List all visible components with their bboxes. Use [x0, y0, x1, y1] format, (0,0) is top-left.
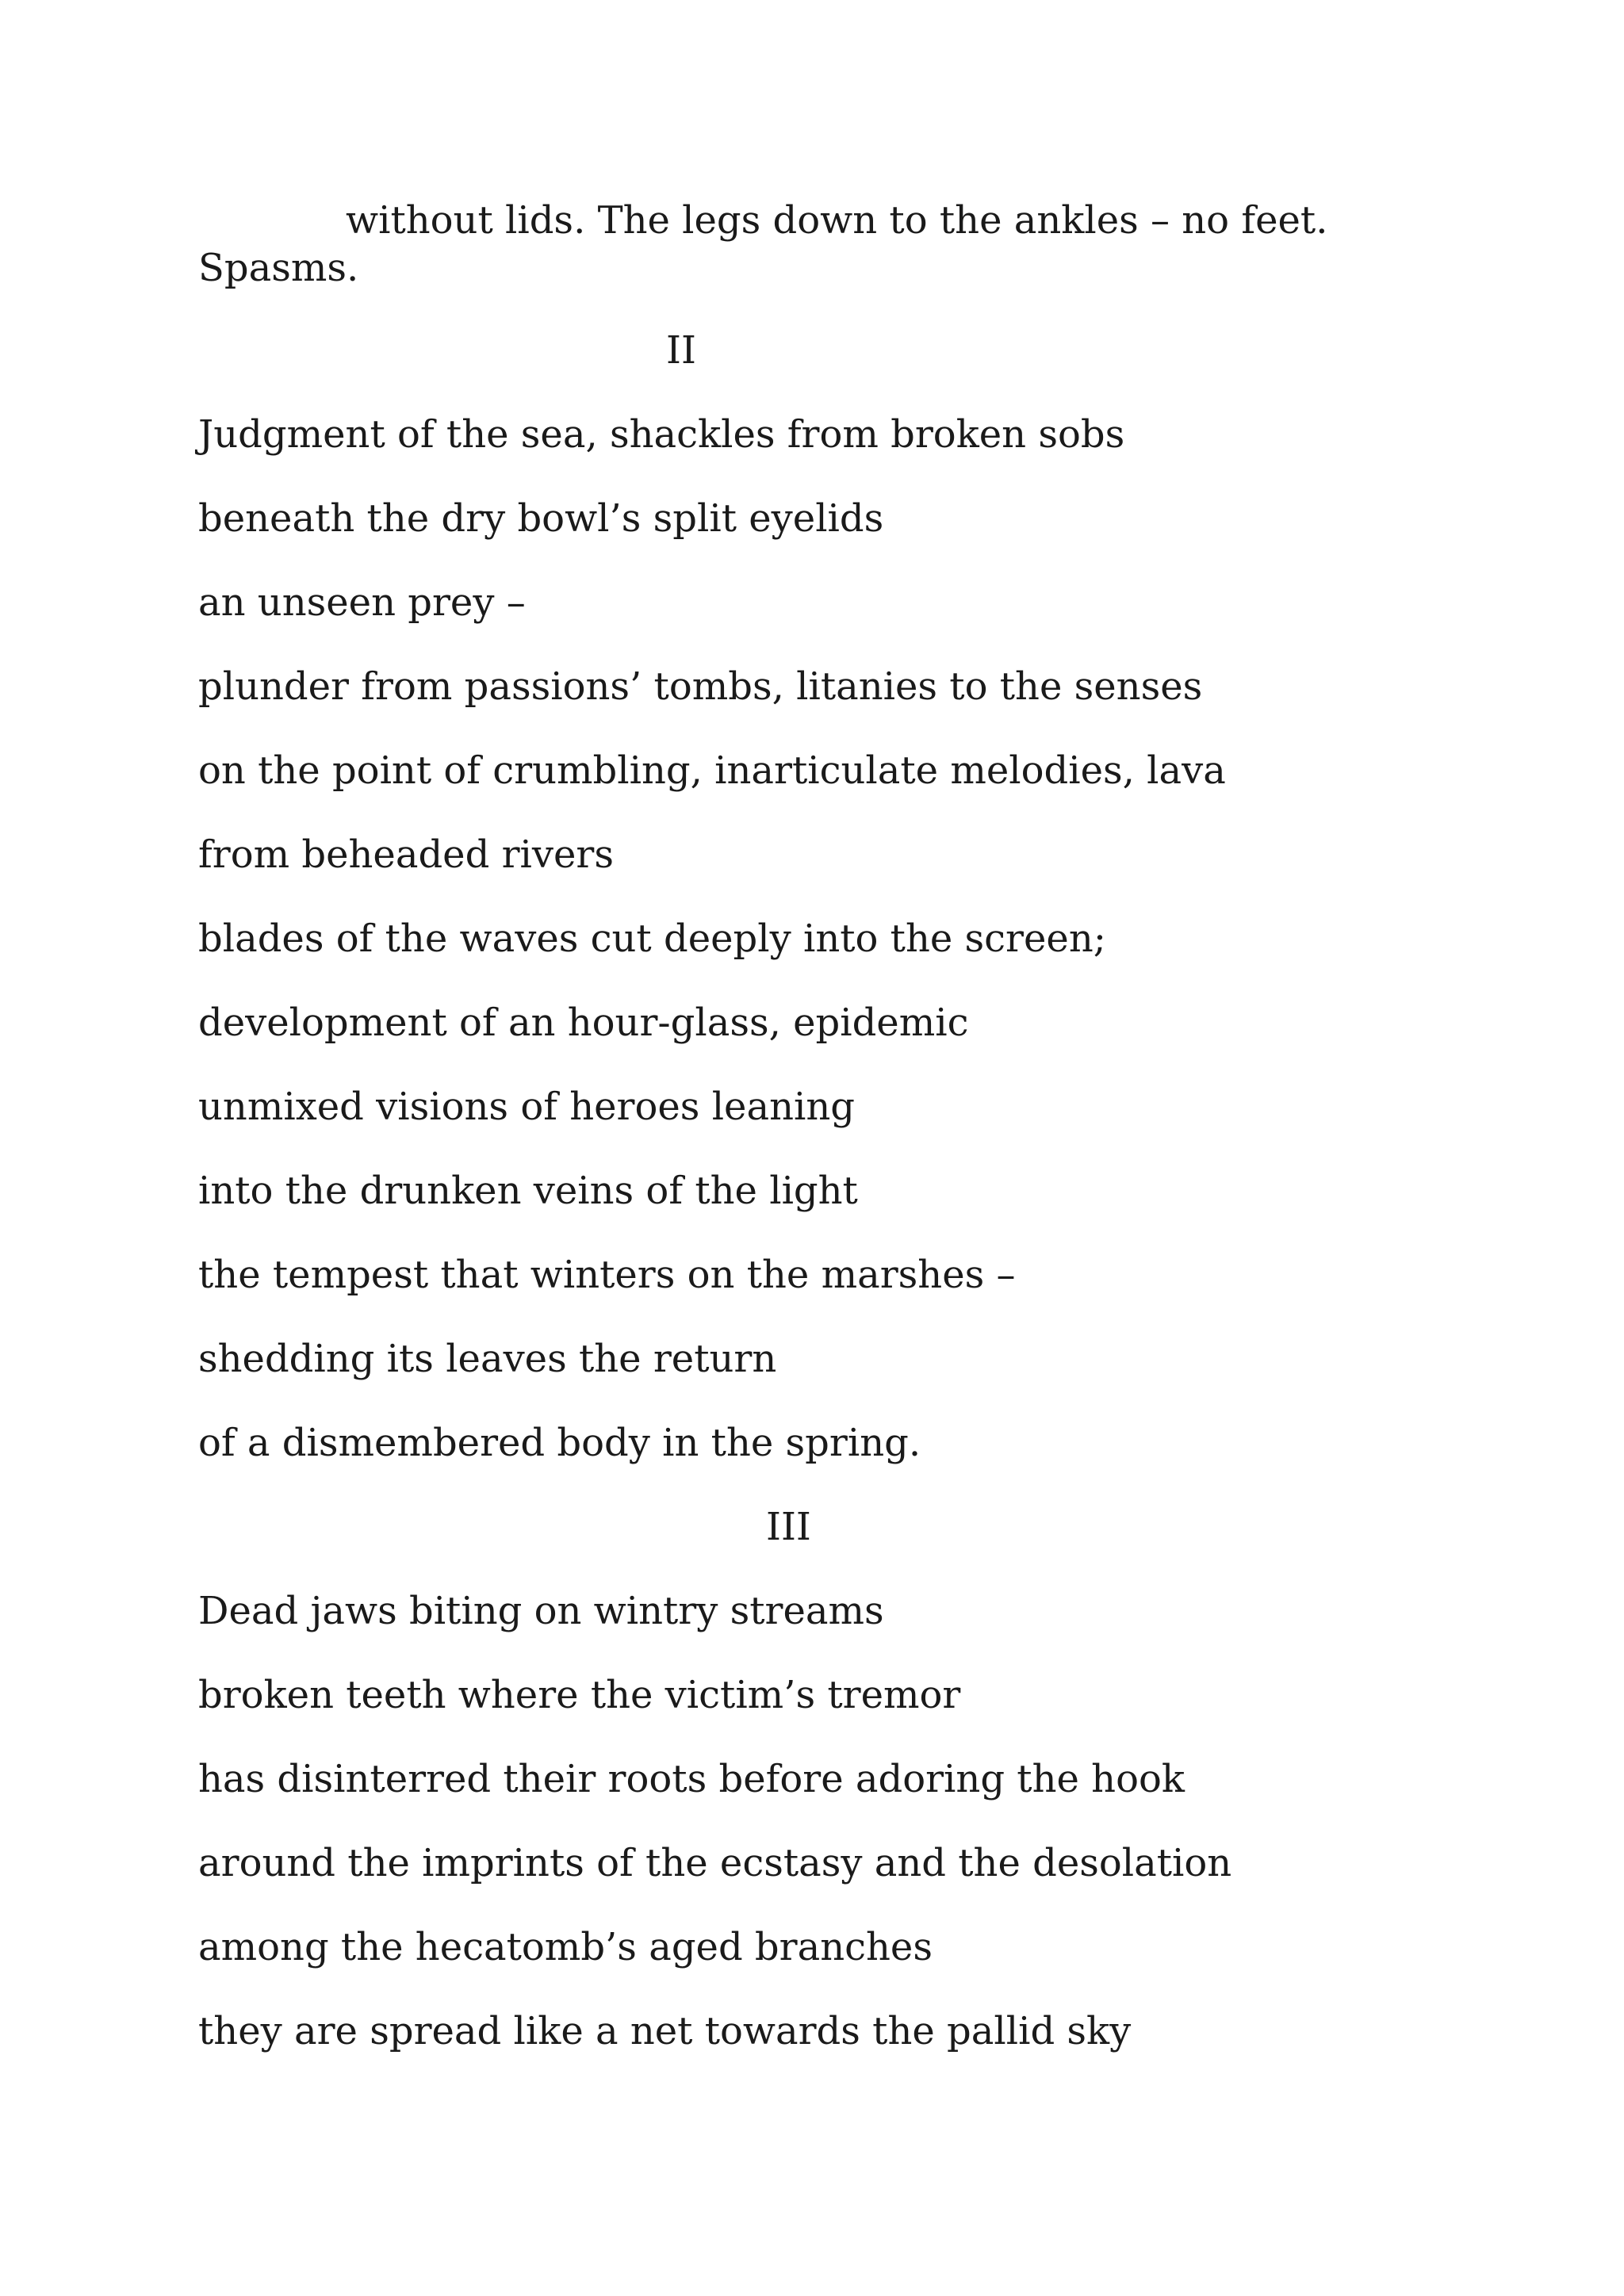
poem-line: on the point of crumbling, inarticulate melodies, lava — [198, 748, 1226, 793]
poem-line: an unseen prey – — [198, 580, 526, 625]
section-heading: III — [766, 1505, 811, 1549]
poem-line: beneath the dry bowl’s split eyelids — [198, 496, 884, 541]
poem-line: of a dismembered body in the spring. — [198, 1421, 921, 1465]
poem-line: shedding its leaves the return — [198, 1337, 777, 1381]
poem-line: Dead jaws biting on wintry streams — [198, 1589, 884, 1633]
poem-line: without lids. The legs down to the ankles – no feet. — [346, 198, 1328, 243]
poem-line: Judgment of the sea, shackles from broken sobs — [198, 412, 1125, 457]
poem-line: from beheaded rivers — [198, 832, 614, 877]
poem-line: development of an hour-glass, epidemic — [198, 1001, 969, 1045]
poem-line: they are spread like a net towards the pallid sky — [198, 2009, 1132, 2053]
poem-line: the tempest that winters on the marshes – — [198, 1253, 1016, 1297]
poem-line: among the hecatomb’s aged branches — [198, 1925, 933, 1969]
poem-line: into the drunken veins of the light — [198, 1169, 858, 1213]
section-heading: II — [666, 328, 696, 373]
poem-line: plunder from passions’ tombs, litanies to the senses — [198, 664, 1203, 709]
poem-line: has disinterred their roots before adoring the hook — [198, 1757, 1185, 1801]
poem-line: around the imprints of the ecstasy and the desolation — [198, 1841, 1232, 1885]
poem-line: Spasms. — [198, 246, 359, 290]
poem-line: broken teeth where the victim’s tremor — [198, 1673, 961, 1717]
poem-line: unmixed visions of heroes leaning — [198, 1085, 855, 1129]
poem-line: blades of the waves cut deeply into the screen; — [198, 916, 1106, 961]
